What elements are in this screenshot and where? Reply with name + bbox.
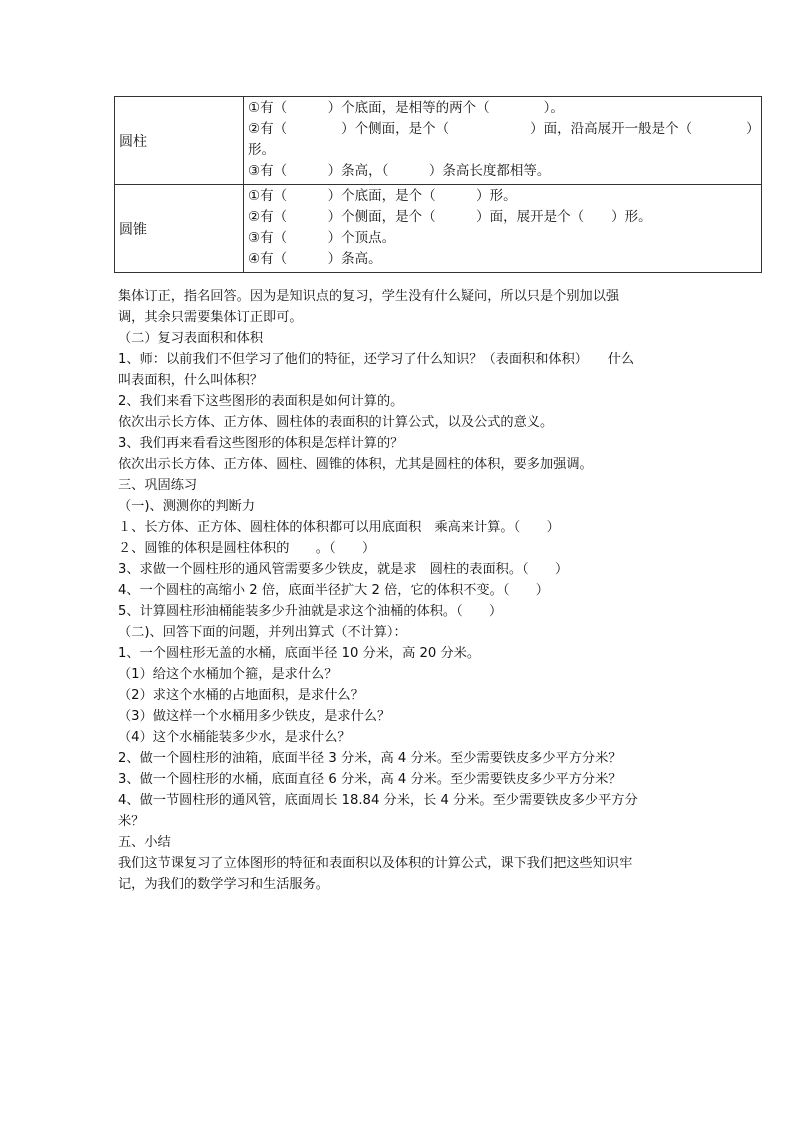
shape-name-cone: 圆锥 (115, 185, 244, 273)
question-1-part-4: （4）这个水桶能装多少水，是求什么？ (118, 730, 351, 745)
cylinder-properties (244, 97, 762, 185)
question-4: 4、做一节圆柱形的通风管，底面周长 18.84 分米，长 4 分米。至少需要铁皮多少平方分 (118, 793, 638, 808)
body-line: 1、师：以前我们不但学习了他们的特征，还学习了什么知识？（表面积和体积） 什么 (118, 352, 635, 367)
section-heading-summary: 五、小结 (118, 835, 171, 850)
judgement-item-4: 4、一个圆柱的高缩小 2 倍，底面半径扩大 2 倍，它的体积不变。（ ） (118, 583, 549, 598)
table-row-cone (115, 185, 762, 273)
summary-line: 我们这节课复习了立体图形的特征和表面积以及体积的计算公式，课下我们把这些知识牢 (118, 856, 633, 871)
body-line: 2、我们来看下这些图形的表面积是如何计算的。 (118, 394, 404, 409)
summary-line: 记，为我们的数学学习和生活服务。 (118, 877, 329, 892)
subsection-heading-judgement: （一)、测测你的判断力 (118, 499, 256, 514)
solid-figures-review-table (114, 96, 762, 273)
question-4-continued: 米？ (118, 814, 145, 829)
body-line: 依次出示长方体、正方体、圆柱体的表面积的计算公式，以及公式的意义。 (118, 415, 554, 430)
question-1-part-2: （2）求这个水桶的占地面积，是求什么？ (118, 688, 364, 703)
judgement-item-5: 5、计算圆柱形油桶能装多少升油就是求这个油桶的体积。（ ） (118, 604, 503, 619)
section-heading-review-area-volume: （二）复习表面积和体积 (118, 331, 264, 346)
body-line: 叫表面积，什么叫体积？ (118, 373, 264, 388)
body-line: 依次出示长方体、正方体、圆柱、圆锥的体积，尤其是圆柱的体积，要多加强调。 (118, 457, 593, 472)
cylinder-property-2: ②有（ ）个侧面，是个（ ）面，沿高展开一般是个（ ）形。 (248, 121, 753, 158)
question-3: 3、做一个圆柱形的水桶，底面直径 6 分米，高 4 分米。至少需要铁皮多少平方分米？ (118, 772, 622, 787)
question-1-part-3: （3）做这样一个水桶用多少铁皮，是求什么？ (118, 709, 391, 724)
cone-property-2: ②有（ ）个侧面，是个（ ）面，展开是个（ ）形。 (248, 209, 652, 225)
section-heading-practice: 三、巩固练习 (118, 478, 198, 493)
cylinder-property-3: ③有（ ）条高，（ ）条高长度都相等。 (248, 163, 551, 179)
question-1: 1、一个圆柱形无盖的水桶，底面半径 10 分米，高 20 分米。 (118, 646, 481, 661)
cone-property-1: ①有（ ）个底面，是个（ ）形。 (248, 188, 517, 204)
judgement-item-2: ２、圆锥的体积是圆柱体积的 。（ ） (118, 541, 376, 556)
lesson-body-text (118, 286, 670, 895)
judgement-item-3: 3、求做一个圆柱形的通风管需要多少铁皮，就是求 圆柱的表面积。（ ） (118, 562, 569, 577)
cone-property-3: ③有（ ）个顶点。 (248, 230, 396, 246)
table-row-cylinder (115, 97, 762, 185)
body-line: 集体订正，指名回答。因为是知识点的复习，学生没有什么疑问，所以只是个别加以强 (118, 289, 620, 304)
body-line: 调，其余只需要集体订正即可。 (118, 310, 303, 325)
cone-property-4: ④有（ ）条高。 (248, 251, 382, 267)
question-2: 2、做一个圆柱形的油箱，底面半径 3 分米，高 4 分米。至少需要铁皮多少平方分米？ (118, 751, 622, 766)
question-1-part-1: （1）给这个水桶加个箍，是求什么？ (118, 667, 338, 682)
body-line: 3、我们再来看看这些图形的体积是怎样计算的？ (118, 436, 404, 451)
cylinder-property-1: ①有（ ）个底面，是相等的两个（ ）。 (248, 100, 564, 116)
shape-name-cylinder: 圆柱 (115, 97, 244, 185)
cone-properties (244, 185, 762, 273)
judgement-item-1: １、长方体、正方体、圆柱体的体积都可以用底面积 乘高来计算。（ ） (118, 520, 560, 535)
subsection-heading-questions: （二)、回答下面的问题，并列出算式（不计算）： (118, 625, 407, 640)
